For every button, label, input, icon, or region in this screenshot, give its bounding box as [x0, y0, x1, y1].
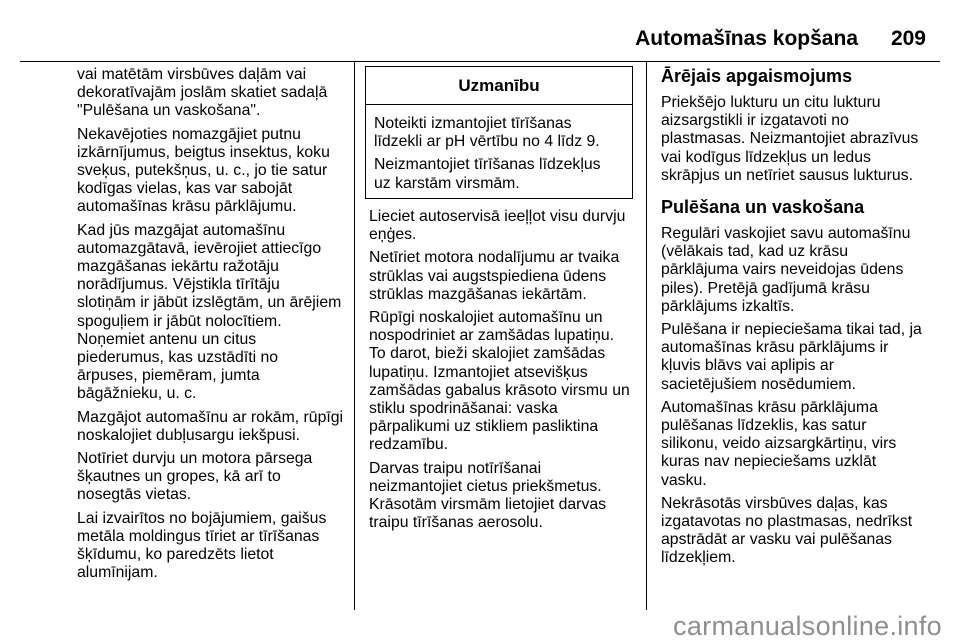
- column-divider: [354, 62, 355, 610]
- text-column-3: [661, 66, 931, 573]
- text-column-2: [369, 208, 631, 537]
- warning-body: [366, 105, 632, 193]
- paragraph: Automašīnas krāsu pārklājuma pulēšanas līdzeklis, kas satur silikonu, veido aizsargkārtiņu, virs kuras nav nepieciešams uzklāt vasku.: [661, 398, 897, 489]
- paragraph: Mazgājot automašīnu ar rokām, rūpīgi noskalojiet dubļusargu iekšpusi.: [77, 408, 344, 444]
- warning-title: Uzmanību: [366, 67, 632, 105]
- text-column-1: [77, 66, 349, 587]
- paragraph: Pulēšana ir nepieciešama tikai tad, ja automašīnas krāsu pārklājums ir kļuvis blāvs vai aplipis ar sacietējušiem nosēdumiem.: [661, 321, 922, 393]
- warning-paragraph: Neizmantojiet tīrīšanas līdzekļus uz karstām virsmām.: [374, 156, 601, 192]
- watermark: carmanualsonline.info: [673, 611, 942, 641]
- paragraph: Kad jūs mazgājat automašīnu automazgātavā, ievērojiet attiecīgo mazgāšanas iekārtu ražotāju norādījumus. Vējstikla tīrītāju slotiņām ir jābūt izslēgtām, un ārējiem spoguļiem ir jābūt nolocītiem. Noņemiet antenu un citus piederumus, kas uzstādīti no ārpuses, piemēram, jumta bāgāžnieku, u. c.: [77, 221, 342, 403]
- paragraph: Regulāri vaskojiet savu automašīnu (vēlākais tad, kad uz krāsu pārklājuma vairs neveidojas ūdens piles). Pretējā gadījumā krāsu pārklājums izkaltīs.: [661, 225, 911, 315]
- section-heading-polishing: Pulēšana un vaskošana: [661, 197, 865, 218]
- page-header: [20, 22, 940, 62]
- paragraph: Netīriet motora nodalījumu ar tvaika strūklas vai augstspiediena ūdens strūklas mazgāšanas iekārtām.: [369, 249, 620, 303]
- column-divider: [646, 62, 647, 610]
- paragraph: Lai izvairītos no bojājumiem, gaišus metāla moldingus tīriet ar tīrīšanas šķīdumu, ko paredzēts lietot alumīnijam.: [77, 509, 327, 582]
- section-heading-exterior-lights: Ārējais apgaismojums: [661, 66, 853, 86]
- paragraph: Lieciet autoservisā ieeļļot visu durvju eņģes.: [369, 208, 626, 244]
- paragraph: Notīriet durvju un motora pārsega šķautnes un gropes, kā arī to nosegtās vietas.: [77, 450, 313, 504]
- page-title: Automašīnas kopšana: [635, 27, 858, 50]
- paragraph: Rūpīgi noskalojiet automašīnu un nospodriniet ar zamšādas lupatiņu. To darot, bieži skalojiet zamšādas lupatiņu. Izmantojiet atsevišķus zamšādas gabalus krāsoto virsmu un stiklu spodrināšanai: vaska pārpalikumi uz stikliem pasliktina redzamību.: [369, 309, 630, 454]
- paragraph: Nekrāsotās virsbūves daļas, kas izgatavotas no plastmasas, nedrīkst apstrādāt ar vasku vai pulēšanas līdzekļiem.: [661, 494, 913, 567]
- paragraph: Priekšējo lukturu un citu lukturu aizsargstikli ir izgatavoti no plastmasas. Neizmantojiet abrazīvus vai kodīgus līdzekļus un ledus skrāpjus un netīriet sausus lukturus.: [661, 94, 919, 184]
- warning-box: [365, 66, 633, 199]
- paragraph: Nekavējoties nomazgājiet putnu izkārnījumus, beigtus insektus, koku sveķus, putekšņus, u. c., jo tie satur kodīgas vielas, kas var sabojāt automašīnas krāsu pārklājumu.: [77, 125, 330, 216]
- warning-paragraph: Noteikti izmantojiet tīrīšanas līdzekli ar pH vērtību no 4 līdz 9.: [374, 115, 600, 151]
- paragraph: Darvas traipu notīrīšanai neizmantojiet cietus priekšmetus. Krāsotām virsmām lietojiet darvas traipu tīrīšanas aerosolu.: [369, 459, 607, 532]
- page-number: 209: [890, 27, 926, 50]
- paragraph: vai matētām virsbūves daļām vai dekoratīvajām joslām skatiet sadaļā "Pulēšana un vaskošana".: [77, 66, 328, 120]
